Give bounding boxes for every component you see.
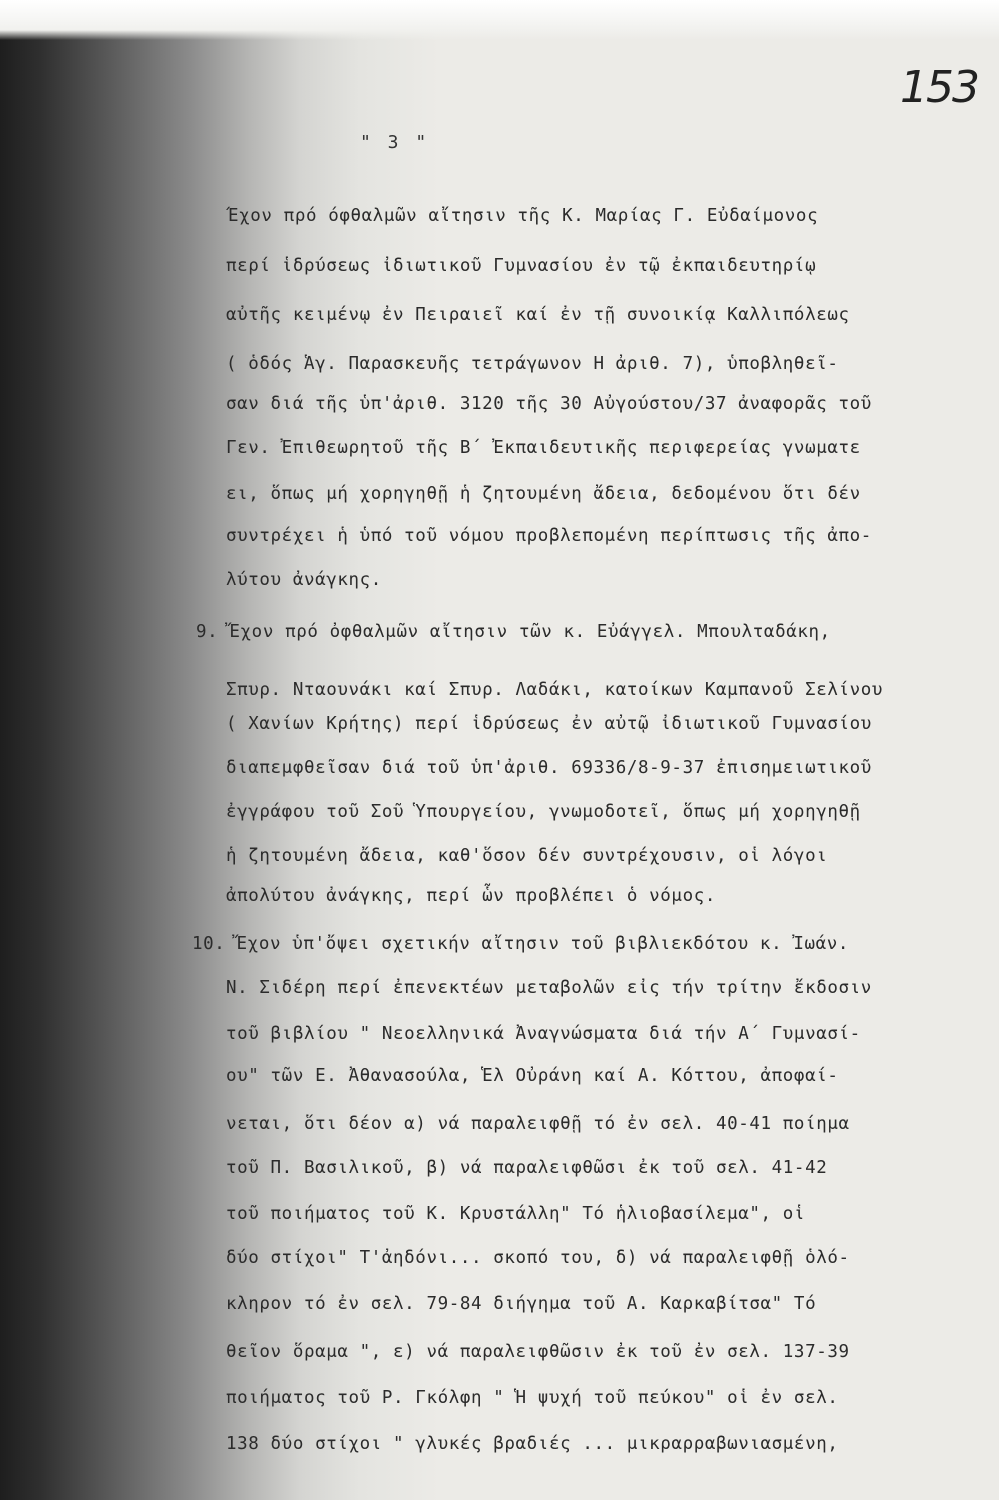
- text-line: συντρέχει ἡ ὑπό τοῦ νόμου προβλεπομένη περίπτωσις τῆς ἀπο-: [226, 526, 872, 546]
- text-line: τοῦ Π. Βασιλικοῦ, β) νά παραλειφθῶσι ἐκ τοῦ σελ. 41-42: [226, 1158, 828, 1178]
- text-line: 138 δύο στίχοι " γλυκές βραδιές ... μικραρραβωνιασμένη,: [226, 1434, 839, 1454]
- text-line: κληρον τό ἐν σελ. 79-84 διήγημα τοῦ Α. Καρκαβίτσα" Τό: [226, 1294, 817, 1314]
- text-line: 9. Ἔχον πρό ὀφθαλμῶν αἴτησιν τῶν κ. Εὐάγγελ. Μπουλταδάκη,: [196, 622, 831, 642]
- text-line: διαπεμφθεῖσαν διά τοῦ ὑπ'ἀριθ. 69336/8-9-37 ἐπισημειωτικοῦ: [226, 758, 872, 778]
- text-line: λύτου ἀνάγκης.: [226, 570, 382, 590]
- text-line: τοῦ βιβλίου " Νεοελληνικά Ἀναγνώσματα διά τήν Α΄ Γυμνασί-: [226, 1024, 861, 1044]
- text-line: Έχον πρό όφθαλμῶν αἴτησιν τῆς Κ. Μαρίας Γ. Εὐδαίμονος: [228, 206, 819, 226]
- text-line: δύο στίχοι" Τ'ἀηδόνι... σκοπό του, δ) νά παραλειφθῇ ὁλό-: [226, 1248, 850, 1268]
- text-line: νεται, ὅτι δέον α) νά παραλειφθῇ τό ἐν σελ. 40-41 ποίημα: [226, 1114, 850, 1134]
- text-line: ου" τῶν Ε. Ἀθανασούλα, Ἑλ Οὐράνη καί Α. Κόττου, ἀποφαί-: [226, 1066, 839, 1086]
- text-line: ( Χανίων Κρήτης) περί ἱδρύσεως ἐν αὐτῷ ἰδιωτικοῦ Γυμνασίου: [226, 714, 872, 734]
- text-line: ἐγγράφου τοῦ Σοῦ Ὑπουργείου, γνωμοδοτεῖ, ὅπως μή χορηγηθῇ: [226, 802, 861, 822]
- text-line: ποιήματος τοῦ Ρ. Γκόλφη " Ἡ ψυχή τοῦ πεύκου" οἱ ἐν σελ.: [226, 1388, 839, 1408]
- text-line: τοῦ ποιήματος τοῦ Κ. Κρυστάλλη" Τό ἡλιοβασίλεμα", οἱ: [226, 1204, 806, 1224]
- page-number: 153: [900, 62, 978, 113]
- page-heading: " 3 ": [360, 132, 430, 153]
- text-line: σαν διά τῆς ὑπ'ἀριθ. 3120 τῆς 30 Αὐγούστου/37 ἀναφορᾶς τοῦ: [226, 394, 872, 414]
- text-line: Γεν. Ἐπιθεωρητοῦ τῆς Β΄ Ἐκπαιδευτικῆς περιφερείας γνωματε: [226, 438, 861, 458]
- text-line: ει, ὅπως μή χορηγηθῇ ἡ ζητουμένη ἄδεια, δεδομένου ὅτι δέν: [226, 484, 861, 504]
- text-line: ( ὁδός Ἁγ. Παρασκευῆς τετράγωνον Η ἀριθ. 7), ὑποβληθεῖ-: [226, 354, 839, 374]
- text-line: θεῖον ὅραμα ", ε) νά παραλειφθῶσιν ἐκ τοῦ ἐν σελ. 137-39: [226, 1342, 850, 1362]
- text-line: Ν. Σιδέρη περί ἐπενεκτέων μεταβολῶν εἰς τήν τρίτην ἔκδοσιν: [226, 978, 872, 998]
- text-line: ἀπολύτου ἀνάγκης, περί ὧν προβλέπει ὁ νόμος.: [226, 886, 716, 906]
- text-line: αὐτῆς κειμένῳ ἐν Πειραιεῖ καί ἐν τῇ συνοικίᾳ Καλλιπόλεως: [226, 305, 850, 325]
- text-line: ἡ ζητουμένη ἄδεια, καθ'ὅσον δέν συντρέχουσιν, οἱ λόγοι: [226, 846, 828, 866]
- text-line: Σπυρ. Νταουνάκι καί Σπυρ. Λαδάκι, κατοίκων Καμπανοῦ Σελίνου: [226, 680, 884, 700]
- text-line: περί ἱδρύσεως ἰδιωτικοῦ Γυμνασίου ἐν τῷ ἐκπαιδευτηρίῳ: [226, 256, 817, 276]
- text-line: 10. Ἔχον ὑπ'ὄψει σχετικήν αἴτησιν τοῦ βιβλιεκδότου κ. Ἰωάν.: [192, 934, 850, 954]
